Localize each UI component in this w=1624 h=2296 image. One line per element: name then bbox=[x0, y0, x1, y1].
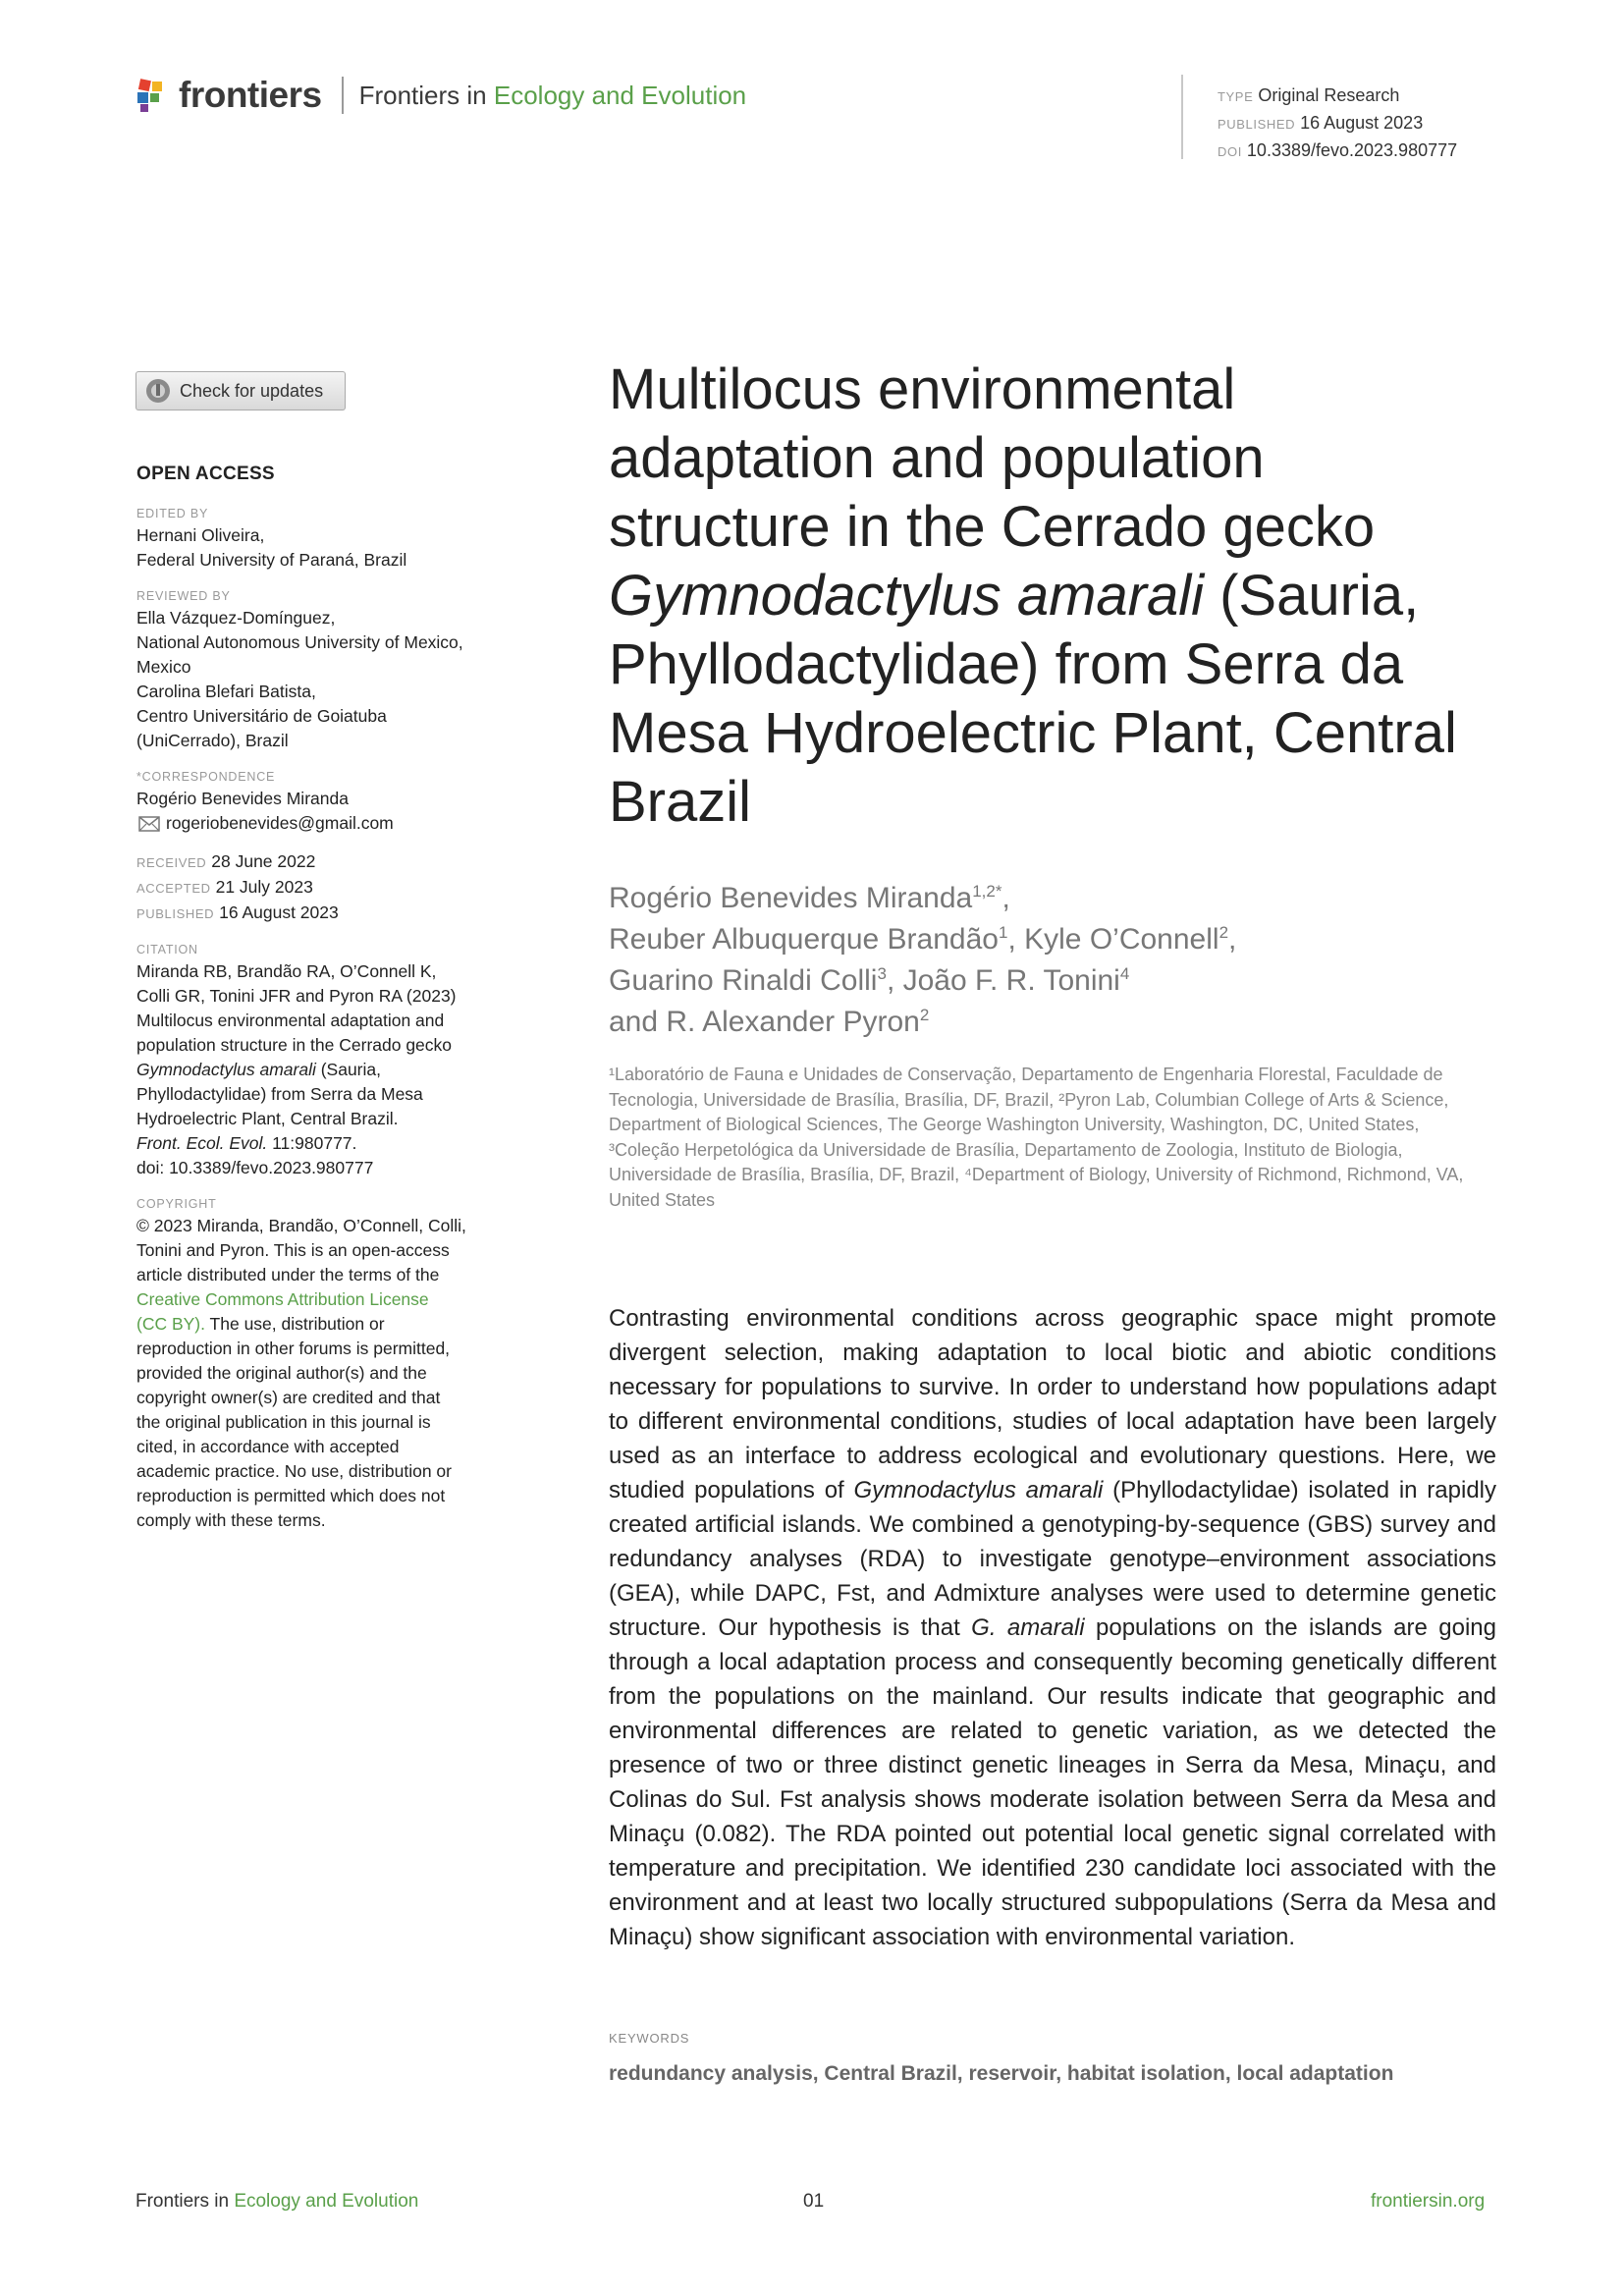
check-for-updates-button[interactable] bbox=[135, 371, 346, 410]
abstract-species-short: G. amarali bbox=[971, 1614, 1085, 1641]
type-value: Original Research bbox=[1258, 85, 1400, 105]
doi-link[interactable]: 10.3389/fevo.2023.980777 bbox=[1246, 140, 1458, 160]
reviewed-by-label: REVIEWED BY bbox=[136, 589, 231, 603]
citation-species: Gymnodactylus amarali bbox=[136, 1060, 316, 1079]
author-affiliation: 4 bbox=[1119, 964, 1130, 983]
edited-by-label: EDITED BY bbox=[136, 507, 209, 520]
sidebar bbox=[136, 462, 529, 1547]
journal-brand[interactable] bbox=[135, 75, 746, 116]
reviewer-line: Centro Universitário de Goiatuba bbox=[136, 706, 387, 726]
footer-journal[interactable] bbox=[135, 2191, 418, 2213]
copyright-line: reproduction in other forums is permitted, bbox=[136, 1339, 451, 1358]
author-separator: , bbox=[1007, 923, 1025, 956]
license-suffix: The use, distribution or bbox=[205, 1314, 385, 1334]
envelope-icon bbox=[138, 816, 160, 832]
copyright-line: the original publication in this journal is bbox=[136, 1412, 431, 1432]
citation-journal: Front. Ecol. Evol. bbox=[136, 1133, 268, 1153]
copyright-line: article distributed under the terms of the bbox=[136, 1265, 440, 1285]
author-affiliation: 1 bbox=[998, 923, 1008, 942]
reviewed-by-section bbox=[136, 586, 529, 753]
editor-line: Federal University of Paraná, Brazil bbox=[136, 550, 407, 570]
correspondence-section bbox=[136, 767, 529, 836]
reviewer-line: Mexico bbox=[136, 657, 191, 677]
page-number: 01 bbox=[803, 2191, 825, 2212]
citation-line: population structure in the Cerrado gecko bbox=[136, 1035, 453, 1055]
citation-section bbox=[136, 940, 529, 1180]
published-label: PUBLISHED bbox=[1218, 117, 1296, 132]
title-part-1: Multilocus environmental adaptation and population structure in the Cerrado gecko bbox=[609, 357, 1376, 559]
abstract-part: (Phyllodactylidae) isolated in rapidly created artificial islands. We combined a genotyping-by-sequence (GBS) survey and redundancy analyses (RDA) to investigate genotype–environment associations (GEA), while DAPC, Fst, and Admixture analyses were used to determine genetic structure. Our hypothesis is that bbox=[609, 1477, 1496, 1641]
author-line bbox=[609, 919, 1492, 960]
published-label: PUBLISHED bbox=[136, 906, 215, 921]
open-access-label: OPEN ACCESS bbox=[136, 464, 275, 484]
copyright-line: Tonini and Pyron. This is an open-access bbox=[136, 1240, 450, 1260]
brand-divider bbox=[342, 77, 344, 114]
citation-label: CITATION bbox=[136, 943, 198, 957]
citation-line: Multilocus environmental adaptation and bbox=[136, 1011, 445, 1030]
brand-name: frontiers bbox=[179, 75, 322, 115]
author-affiliation: 3 bbox=[877, 964, 887, 983]
copyright-line: comply with these terms. bbox=[136, 1510, 326, 1530]
author-name[interactable]: Rogério Benevides Miranda bbox=[609, 882, 973, 914]
journal-title bbox=[359, 81, 747, 111]
keywords: redundancy analysis, Central Brazil, reservoir, habitat isolation, local adaptation bbox=[609, 2062, 1394, 2085]
correspondence-label: *CORRESPONDENCE bbox=[136, 770, 276, 784]
published-date: 16 August 2023 bbox=[219, 902, 339, 922]
article-title bbox=[609, 355, 1492, 837]
author-affiliation: 2 bbox=[919, 1006, 930, 1024]
copyright-line: © 2023 Miranda, Brandão, O’Connell, Colli, bbox=[136, 1216, 466, 1235]
reviewer-line: National Autonomous University of Mexico, bbox=[136, 632, 463, 652]
citation-volume: 11:980777. bbox=[267, 1133, 357, 1153]
email-row[interactable] bbox=[136, 811, 529, 836]
title-part-2: (Sauria, Phyllodactylidae) from Serra da Mesa Hydroelectric Plant, Central Brazil bbox=[609, 564, 1457, 834]
abstract bbox=[609, 1301, 1496, 1954]
keywords-label: KEYWORDS bbox=[609, 2031, 690, 2046]
author-name[interactable]: Guarino Rinaldi Colli bbox=[609, 964, 878, 997]
accepted-date: 21 July 2023 bbox=[215, 877, 313, 897]
citation-species-suffix: (Sauria, bbox=[315, 1060, 381, 1079]
author-name[interactable]: Reuber Albuquerque Brandão bbox=[609, 923, 999, 956]
footer-journal-name: Ecology and Evolution bbox=[234, 2191, 419, 2212]
footer-site-link[interactable]: frontiersin.org bbox=[1371, 2191, 1486, 2212]
citation-line: Colli GR, Tonini JFR and Pyron RA (2023) bbox=[136, 986, 457, 1006]
citation-line: Hydroelectric Plant, Central Brazil. bbox=[136, 1109, 399, 1128]
author-name[interactable]: and R. Alexander Pyron bbox=[609, 1006, 920, 1038]
author-line bbox=[609, 878, 1492, 919]
citation-line: Miranda RB, Brandão RA, O’Connell K, bbox=[136, 961, 437, 981]
copyright-line bbox=[136, 1312, 529, 1337]
journal-prefix: Frontiers in bbox=[358, 80, 487, 110]
author-separator: , bbox=[1228, 923, 1237, 956]
correspondence-email-link[interactable]: rogeriobenevides@gmail.com bbox=[166, 813, 394, 833]
copyright-label: COPYRIGHT bbox=[136, 1197, 217, 1211]
author-separator: , bbox=[1001, 882, 1010, 914]
copyright-line: copyright owner(s) are credited and that bbox=[136, 1388, 441, 1407]
author-line bbox=[609, 1002, 1492, 1043]
reviewer-line: Ella Vázquez-Domínguez, bbox=[136, 608, 336, 628]
frontiers-logo-icon bbox=[135, 78, 171, 113]
author-separator: , bbox=[886, 964, 903, 997]
abstract-species: Gymnodactylus amarali bbox=[853, 1477, 1104, 1503]
editor-line: Hernani Oliveira, bbox=[136, 525, 265, 545]
affiliations: ¹Laboratório de Fauna e Unidades de Conservação, Departamento de Engenharia Florestal, Faculdade de Tecnologia, Universidade de Brasília, Brasília, DF, Brazil, ²Pyron Lab, Columbian College of Arts & Science, Department of Biological Sciences, The George Washington University, Washington, DC, United States, ³Coleção Herpetológica da Universidade de Brasília, Departamento de Zoologia, Instituto de Biologia, Universidade de Brasília, Brasília, DF, Brazil, ⁴Department of Biology, University of Richmond, Richmond, VA, United States bbox=[609, 1065, 1464, 1210]
author-list bbox=[609, 878, 1492, 1043]
reviewer-line: (UniCerrado), Brazil bbox=[136, 731, 289, 750]
published-value: 16 August 2023 bbox=[1300, 113, 1424, 133]
author-affiliation: 2 bbox=[1218, 923, 1229, 942]
license-link-cc-by[interactable]: (CC BY). bbox=[136, 1314, 205, 1334]
accepted-label: ACCEPTED bbox=[136, 881, 211, 896]
received-date: 28 June 2022 bbox=[211, 851, 316, 871]
doi-label: DOI bbox=[1218, 144, 1242, 159]
abstract-part: populations on the islands are going through a local adaptation process and consequently becoming genetically different from the populations on the mainland. Our results indicate that geographic and environmental differences are related to genetic variation, as we detected the presence of two or three distinct genetic lineages in Serra da Mesa, Minaçu, and Colinas do Sul. Fst analysis shows moderate isolation between Serra da Mesa and Minaçu (0.082). The RDA pointed out potential local genetic signal correlated with temperature and precipitation. We identified 230 candidate loci associated with the environment and at least two locally structured subpopulations (Serra da Mesa and Minaçu) show significant association with environmental variation. bbox=[609, 1614, 1496, 1950]
copyright-line: academic practice. No use, distribution or bbox=[136, 1461, 452, 1481]
article-meta bbox=[1218, 82, 1457, 165]
abstract-part: Contrasting environmental conditions across geographic space might promote divergent selection, making adaptation to local biotic and abiotic conditions necessary for populations to survive. In order to understand how populations adapt to different environmental conditions, studies of local adaptation have been largely used as an interface to address ecological and evolutionary questions. Here, we studied populations of bbox=[609, 1305, 1496, 1503]
title-species: Gymnodactylus amarali bbox=[609, 564, 1204, 628]
author-line bbox=[609, 960, 1492, 1002]
edited-by-section bbox=[136, 504, 529, 573]
footer-journal-prefix: Frontiers in bbox=[135, 2191, 230, 2212]
check-for-updates-label: Check for updates bbox=[180, 380, 324, 401]
citation-line bbox=[136, 1058, 529, 1082]
updates-badge-icon bbox=[144, 377, 172, 405]
copyright-section bbox=[136, 1194, 529, 1533]
author-name[interactable]: João F. R. Tonini bbox=[902, 964, 1120, 997]
copyright-line: cited, in accordance with accepted bbox=[136, 1437, 400, 1456]
copyright-line: reproduction is permitted which does not bbox=[136, 1486, 446, 1505]
correspondence-name: Rogério Benevides Miranda bbox=[136, 789, 349, 808]
journal-name: Ecology and Evolution bbox=[493, 80, 747, 110]
copyright-line: provided the original author(s) and the bbox=[136, 1363, 427, 1383]
citation-doi[interactable]: doi: 10.3389/fevo.2023.980777 bbox=[136, 1158, 374, 1177]
citation-line bbox=[136, 1131, 529, 1156]
meta-divider bbox=[1181, 75, 1183, 159]
received-label: RECEIVED bbox=[136, 855, 207, 870]
license-link[interactable]: Creative Commons Attribution License bbox=[136, 1289, 429, 1309]
author-affiliation: 1,2* bbox=[972, 882, 1002, 901]
type-label: TYPE bbox=[1218, 89, 1254, 104]
dates-section bbox=[136, 849, 529, 926]
citation-line: Phyllodactylidae) from Serra da Mesa bbox=[136, 1084, 423, 1104]
author-name[interactable]: Kyle O’Connell bbox=[1024, 923, 1219, 956]
reviewer-line: Carolina Blefari Batista, bbox=[136, 682, 316, 701]
